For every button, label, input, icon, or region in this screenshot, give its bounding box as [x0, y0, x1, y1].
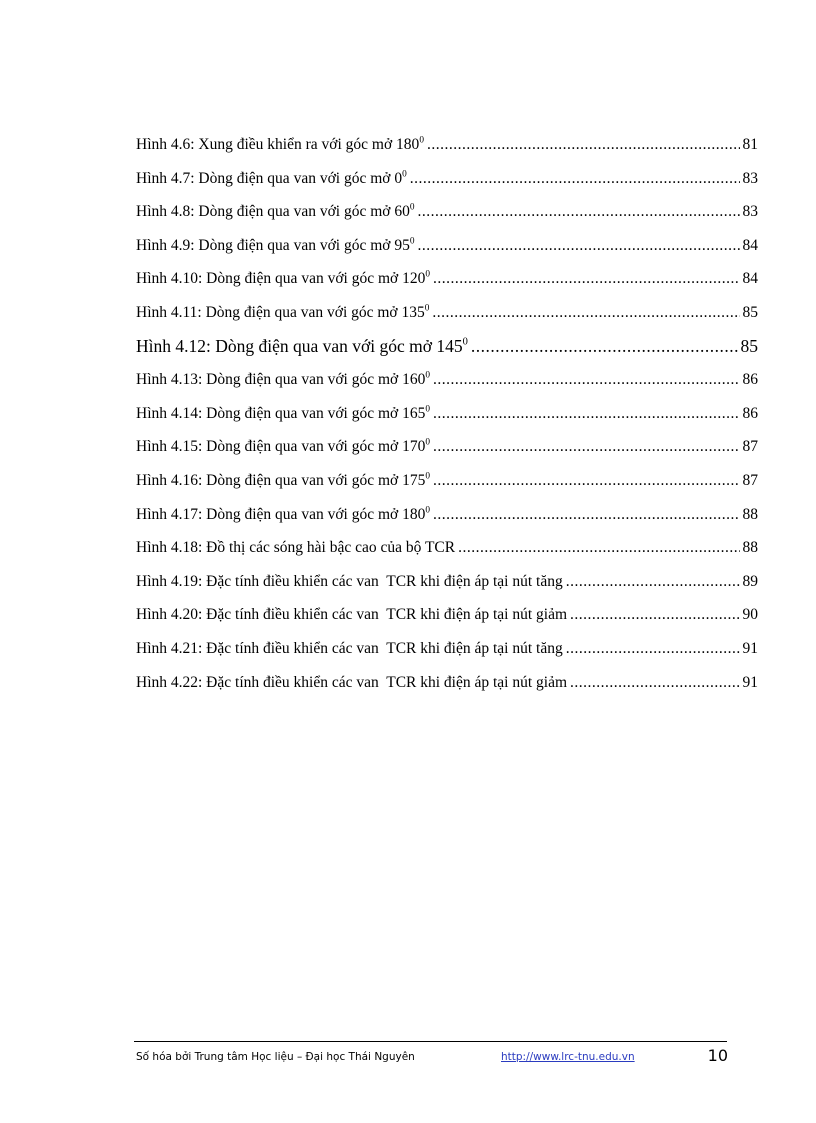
- toc-entry-title: Hình 4.13: Dòng điện qua van với góc mở $160^0$: [136, 370, 430, 389]
- toc-entry-4-21: [136, 632, 758, 666]
- toc-entry-title: Hình 4.19: Đặc tính điều khiển các van TCR khi điện áp tại nút tăng: [136, 572, 563, 590]
- dot-leader: [433, 464, 740, 498]
- dot-leader: [418, 195, 740, 229]
- dot-leader: [458, 531, 739, 565]
- toc-entry-4-18: [136, 531, 758, 565]
- toc-entry-title: Hình 4.22: Đặc tính điều khiển các van TCR khi điện áp tại nút giảm: [136, 673, 568, 691]
- dot-leader: [566, 565, 740, 599]
- dot-leader: [418, 229, 740, 263]
- toc-entry-4-6: [136, 128, 758, 162]
- toc-entry-page: 88: [742, 505, 758, 523]
- toc-entry-4-8: [136, 195, 758, 229]
- toc-entry-title: Hình 4.8: Dòng điện qua van với góc mở $60^0$: [136, 202, 415, 221]
- toc-entry-title: Hình 4.21: Đặc tính điều khiển các van TCR khi điện áp tại nút tăng: [136, 639, 563, 657]
- dot-leader: [433, 397, 740, 431]
- dot-leader: [570, 666, 739, 700]
- page-footer: [136, 1046, 730, 1069]
- toc-entry-page: 85: [740, 335, 758, 356]
- toc-entry-4-19: [136, 565, 758, 599]
- dot-leader: [433, 262, 740, 296]
- dot-leader: [433, 363, 740, 397]
- toc-entry-page: 87: [742, 438, 758, 456]
- toc-entry-title: Hình 4.18: Đồ thị các sóng hài bậc cao của bộ TCR: [136, 539, 456, 557]
- degree-superscript: 0: [425, 437, 430, 448]
- dot-leader: [410, 162, 740, 196]
- toc-entry-4-10: [136, 262, 758, 296]
- toc-entry-page: 86: [742, 404, 758, 422]
- toc-entry-4-22: [136, 666, 758, 700]
- footer-url-link[interactable]: http://www.lrc-tnu.edu.vn: [501, 1051, 635, 1063]
- toc-entry-page: 83: [742, 169, 758, 187]
- dot-leader: [433, 430, 740, 464]
- degree-superscript: 0: [425, 370, 430, 381]
- toc-entry-title: Hình 4.9: Dòng điện qua van với góc mở $95^0$: [136, 236, 415, 254]
- toc-entry-4-9: [136, 229, 758, 263]
- toc-entry-4-12: [136, 330, 758, 364]
- toc-entry-page: 84: [742, 236, 758, 254]
- degree-superscript: 0: [409, 202, 415, 213]
- toc-entry-title: Hình 4.11: Dòng điện qua van với góc mở $135^0$: [136, 303, 430, 321]
- toc-entry-page: 87: [742, 471, 758, 489]
- degree-superscript: 0: [462, 336, 468, 348]
- toc-entry-page: 84: [742, 270, 758, 288]
- toc-entry-title: Hình 4.14: Dòng điện qua van với góc mở $165^0$: [136, 404, 430, 422]
- toc-entry-title: Hình 4.12: Dòng điện qua van với góc mở $145^0$: [136, 335, 468, 356]
- toc-entry-4-20: [136, 598, 758, 632]
- toc-entry-title: Hình 4.10: Dòng điện qua van với góc mở $120^0$: [136, 269, 430, 288]
- figure-list: [136, 128, 758, 699]
- toc-entry-page: 85: [742, 303, 758, 321]
- toc-entry-title: Hình 4.17: Dòng điện qua van với góc mở $180^0$: [136, 505, 430, 523]
- toc-entry-4-7: [136, 162, 758, 196]
- toc-entry-title: Hình 4.7: Dòng điện qua van với góc mở $0^0$: [136, 169, 407, 187]
- dot-leader: [570, 598, 739, 632]
- degree-superscript: 0: [424, 303, 430, 314]
- toc-entry-page: 89: [742, 572, 758, 590]
- toc-entry-4-17: [136, 498, 758, 532]
- toc-entry-title: Hình 4.6: Xung điều khiển ra với góc mở $180^0$: [136, 135, 424, 153]
- toc-entry-page: 88: [742, 539, 758, 557]
- toc-entry-title: Hình 4.16: Dòng điện qua van với góc mở $175^0$: [136, 471, 430, 489]
- toc-entry-4-13: [136, 363, 758, 397]
- degree-superscript: 0: [409, 236, 415, 247]
- toc-entry-page: 91: [742, 639, 758, 657]
- dot-leader: [433, 498, 740, 532]
- footer-source-text: Số hóa bởi Trung tâm Học liệu – Đại học Thái Nguyên: [136, 1051, 415, 1063]
- toc-entry-page: 90: [742, 606, 758, 624]
- toc-entry-page: 83: [742, 203, 758, 221]
- toc-entry-4-14: [136, 397, 758, 431]
- page-number: 10: [707, 1046, 728, 1065]
- degree-superscript: 0: [425, 471, 430, 482]
- toc-entry-4-11: [136, 296, 758, 330]
- dot-leader: [432, 296, 739, 330]
- toc-entry-title: Hình 4.15: Dòng điện qua van với góc mở $170^0$: [136, 437, 430, 456]
- toc-entry-page: 91: [742, 673, 758, 691]
- toc-entry-page: 81: [742, 136, 758, 153]
- dot-leader: [566, 632, 740, 666]
- degree-superscript: 0: [425, 505, 430, 516]
- degree-superscript: 0: [402, 169, 407, 180]
- footer-divider: [134, 1041, 727, 1042]
- degree-superscript: 0: [419, 135, 424, 146]
- toc-entry-4-16: [136, 464, 758, 498]
- dot-leader: [427, 128, 740, 162]
- toc-entry-4-15: [136, 430, 758, 464]
- toc-entry-title: Hình 4.20: Đặc tính điều khiển các van TCR khi điện áp tại nút giảm: [136, 606, 568, 624]
- toc-entry-page: 86: [742, 371, 758, 389]
- degree-superscript: 0: [425, 404, 430, 415]
- dot-leader: [471, 330, 738, 364]
- degree-superscript: 0: [425, 269, 430, 280]
